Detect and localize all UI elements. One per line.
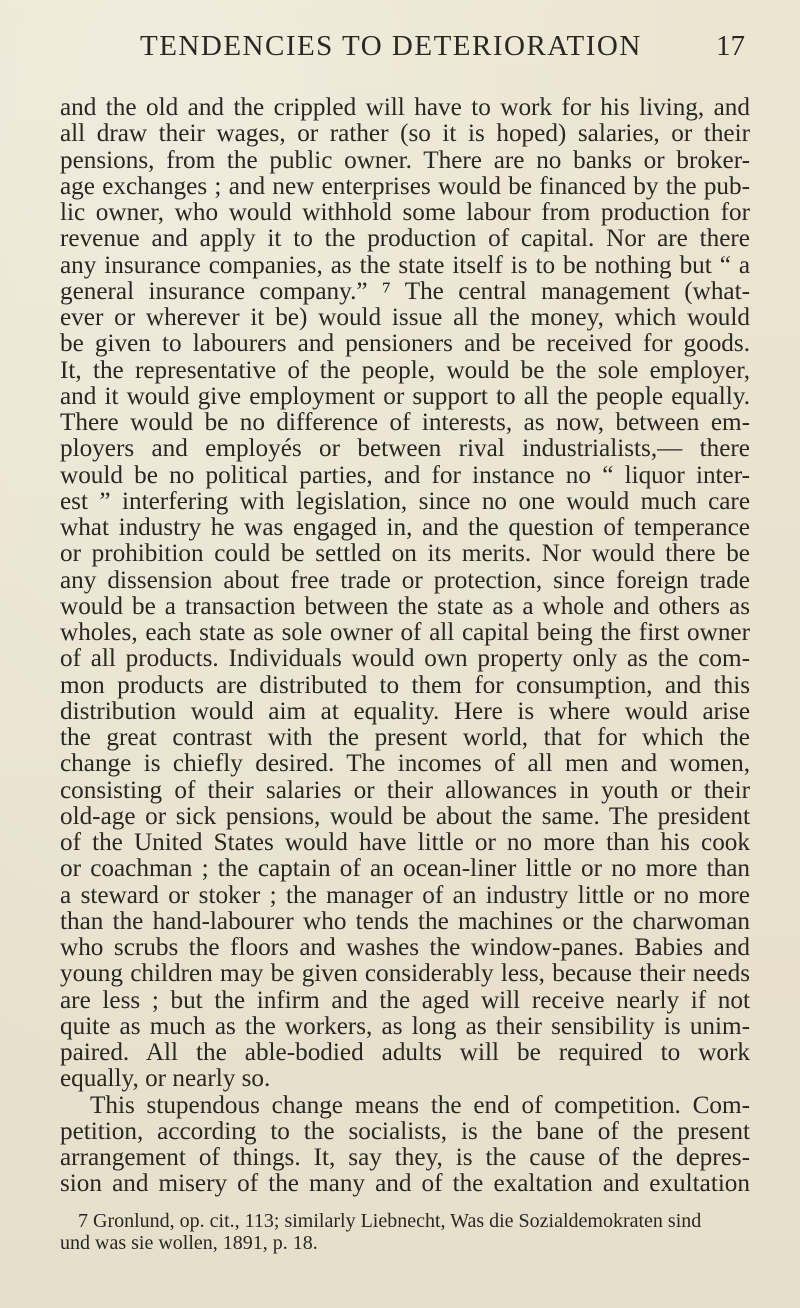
page-number: 17 <box>716 30 745 62</box>
footnote-line: 7 Gronlund, op. cit., 113; similarly Liebnecht, Was die Sozialdemokraten sind <box>78 1210 702 1232</box>
text-line: general insurance company.” ⁷ The central management (what- <box>60 277 750 305</box>
text-line: This stupendous change means the end of competition. Com- <box>90 1091 750 1119</box>
text-line: age exchanges ; and new enterprises would be financed by the pub- <box>60 172 750 200</box>
text-line: be given to labourers and pensioners and be received for goods. <box>60 330 750 358</box>
text-line: are less ; but the infirm and the aged will receive nearly if not <box>60 986 750 1014</box>
text-line: est ” interfering with legislation, since no one would much care <box>60 487 750 515</box>
text-line: the great contrast with the present world, that for which the <box>60 724 750 751</box>
footnote <box>60 1210 750 1254</box>
text-line: lic owner, who would withhold some labour from production for <box>60 199 750 226</box>
text-line: quite as much as the workers, as long as their sensibility is unim- <box>60 1012 750 1040</box>
text-line: distribution would aim at equality. Here is where would arise <box>60 697 750 725</box>
text-line: would be no political parties, and for instance no “ liquor inter- <box>60 461 750 489</box>
running-title: TENDENCIES TO DETERIORATION <box>140 30 642 62</box>
text-line: what industry he was engaged in, and the question of temperance <box>60 514 750 541</box>
text-line: or prohibition could be settled on its merits. Nor would there be <box>60 540 750 568</box>
text-line: pensions, from the public owner. There are no banks or broker- <box>60 146 750 174</box>
text-line: revenue and apply it to the production of capital. Nor are there <box>60 225 750 253</box>
text-line: paired. All the able-bodied adults will be required to work <box>60 1039 750 1066</box>
text-line: any dissension about free trade or protection, since foreign trade <box>60 566 750 594</box>
text-line: consisting of their salaries or their allowances in youth or their <box>60 776 750 804</box>
text-line: arrangement of things. It, say they, is the cause of the depres- <box>60 1144 750 1171</box>
text-line: There would be no difference of interests, as now, between em- <box>60 409 750 436</box>
text-line: equally, or nearly so. <box>60 1065 271 1093</box>
text-line: a steward or stoker ; the manager of an industry little or no more <box>60 881 750 909</box>
text-line: sion and misery of the many and of the exaltation and exultation <box>60 1170 750 1198</box>
text-line: mon products are distributed to them for consumption, and this <box>60 671 750 699</box>
running-head <box>60 30 745 70</box>
text-line: wholes, each state as sole owner of all capital being the first owner <box>60 619 750 646</box>
text-line: would be a transaction between the state as a whole and others as <box>60 592 750 620</box>
text-line: who scrubs the floors and washes the window-panes. Babies and <box>60 934 750 961</box>
text-line: ployers and employés or between rival industrialists,— there <box>60 435 750 463</box>
text-line: and the old and the crippled will have to work for his living, and <box>60 94 750 121</box>
text-line: old-age or sick pensions, would be about the same. The president <box>60 802 750 830</box>
text-line: petition, according to the socialists, is the bane of the present <box>60 1117 750 1145</box>
body-text <box>60 95 750 1198</box>
text-line: change is chiefly desired. The incomes of all men and women, <box>60 750 750 778</box>
text-line: ever or wherever it be) would issue all the money, which would <box>60 304 750 331</box>
text-line: all draw their wages, or rather (so it is hoped) salaries, or their <box>60 120 750 148</box>
text-line: of all products. Individuals would own property only as the com- <box>60 645 750 673</box>
text-line: of the United States would have little or no more than his cook <box>60 829 750 856</box>
text-line: than the hand-labourer who tends the machines or the charwoman <box>60 907 750 935</box>
text-line: and it would give employment or support to all the people equally. <box>60 382 750 410</box>
text-line: young children may be given considerably less, because their needs <box>60 960 750 988</box>
text-line: or coachman ; the captain of an ocean-liner little or no more than <box>60 855 750 883</box>
text-line: It, the representative of the people, would be the sole employer, <box>60 356 750 384</box>
footnote-line: und was sie wollen, 1891, p. 18. <box>60 1232 318 1254</box>
text-line: any insurance companies, as the state itself is to be nothing but “ a <box>60 251 750 279</box>
